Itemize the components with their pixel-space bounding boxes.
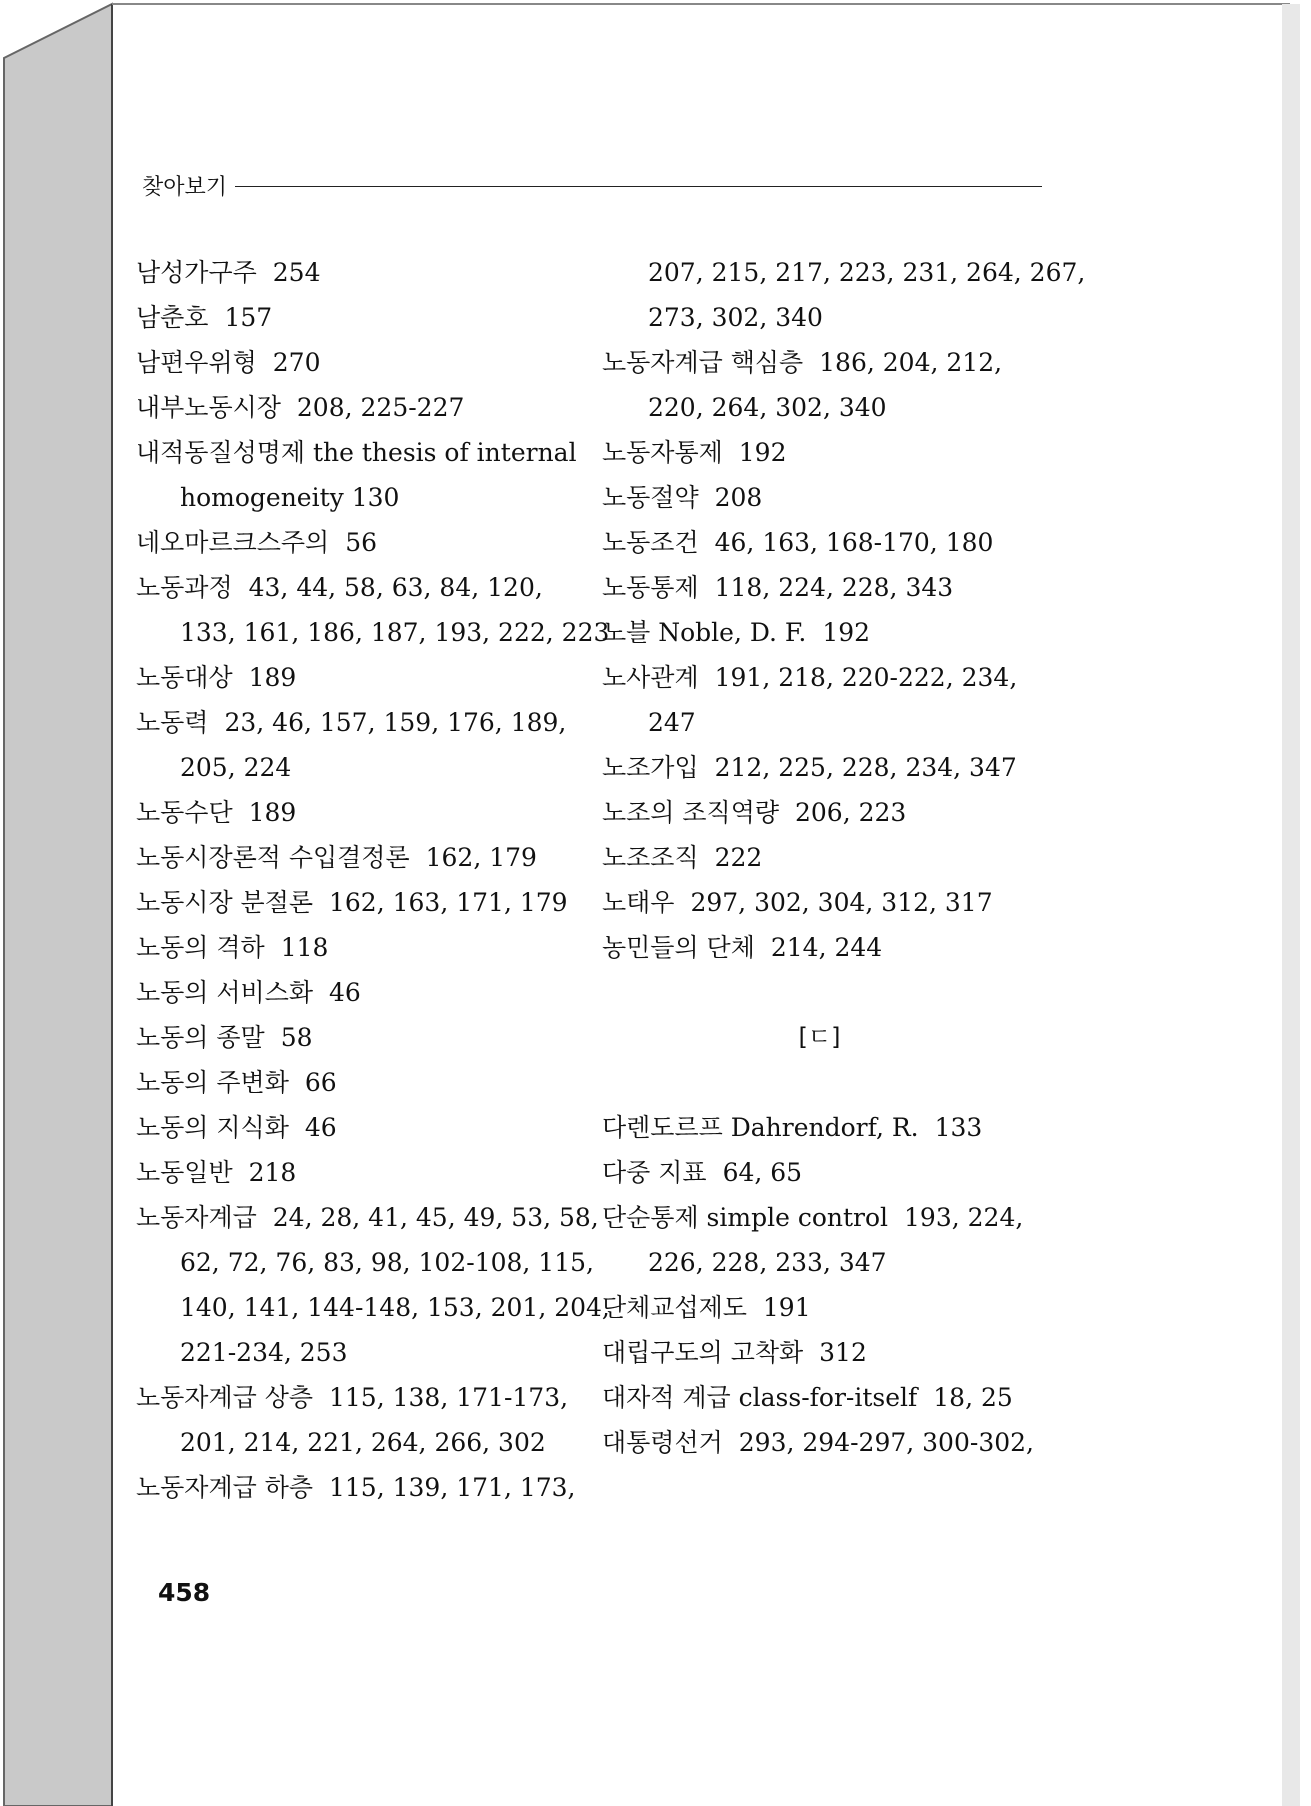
page-number: 458: [158, 1578, 211, 1607]
index-pages: 58: [280, 1023, 313, 1052]
index-entry: [136, 1105, 571, 1150]
index-term: 남춘호: [136, 303, 209, 332]
index-pages: 312: [819, 1338, 867, 1367]
index-entry: [602, 1285, 1037, 1330]
index-term: 노사관계: [602, 663, 699, 692]
index-term: 노동자계급 하층: [136, 1473, 313, 1502]
index-entry: [136, 1375, 571, 1465]
index-pages: 24, 28, 41, 45, 49, 53, 58,: [272, 1203, 599, 1232]
index-entry: [602, 1105, 1037, 1150]
index-pages: 18, 25: [933, 1383, 1013, 1412]
index-term: 노태우: [602, 888, 675, 917]
index-entry: [136, 1465, 576, 1510]
index-entry: [602, 880, 1037, 925]
index-term: 노동력: [136, 708, 209, 737]
index-pages-continued: homogeneity 130: [180, 483, 400, 512]
index-pages: 189: [248, 798, 297, 827]
index-pages-continued: 226, 228, 233, 347: [648, 1248, 887, 1277]
index-term: 단체교섭제도: [602, 1293, 747, 1322]
index-entry: [602, 610, 1037, 655]
header-title: 찾아보기: [142, 174, 228, 200]
index-entry: [136, 520, 571, 565]
index-term: 노블 Noble, D. F.: [602, 618, 807, 647]
index-pages: 118, 224, 228, 343: [714, 573, 954, 602]
index-pages: 56: [345, 528, 378, 557]
index-entry: [136, 565, 610, 655]
index-right-column: [602, 250, 1086, 1465]
index-pages: 192: [822, 618, 871, 647]
index-pages: 208, 225-227: [296, 393, 465, 422]
index-entry: [602, 565, 1037, 610]
index-term: 대립구도의 고착화: [602, 1338, 804, 1367]
index-pages: 66: [304, 1068, 337, 1097]
page-right-shadow: [1282, 4, 1300, 1806]
index-term: 내부노동시장: [136, 393, 281, 422]
index-entry: [136, 1015, 571, 1060]
index-term: 노동의 격하: [136, 933, 265, 962]
index-pages-continued: 140, 141, 144-148, 153, 201, 204,: [180, 1293, 610, 1322]
index-pages: 189: [248, 663, 297, 692]
index-entry: [136, 970, 571, 1015]
index-pages: 115, 139, 171, 173,: [329, 1473, 576, 1502]
index-entry: [136, 1195, 610, 1375]
index-pages: 191, 218, 220-222, 234,: [714, 663, 1018, 692]
index-pages: 212, 225, 228, 234, 347: [714, 753, 1017, 782]
index-pages: 297, 302, 304, 312, 317: [690, 888, 993, 917]
index-term: 노동의 종말: [136, 1023, 265, 1052]
index-pages: 43, 44, 58, 63, 84, 120,: [248, 573, 543, 602]
index-term: 내적동질성명제 the thesis of internal: [136, 438, 577, 467]
index-left-column: [136, 250, 610, 1510]
index-pages: 191: [762, 1293, 811, 1322]
index-entry: [136, 925, 571, 970]
index-pages: 157: [224, 303, 273, 332]
index-entry: [136, 340, 571, 385]
index-pages-continued: 62, 72, 76, 83, 98, 102-108, 115,: [180, 1248, 594, 1277]
index-entry: [136, 1060, 571, 1105]
index-term: 네오마르크스주의: [136, 528, 330, 557]
index-term: 노동시장 분절론: [136, 888, 313, 917]
index-entry: [602, 340, 1037, 430]
index-pages: 293, 294-297, 300-302,: [738, 1428, 1034, 1457]
index-pages: 133: [934, 1113, 983, 1142]
index-entry: [136, 1150, 571, 1195]
index-entry: [602, 1330, 1037, 1375]
index-term: 대통령선거: [602, 1428, 723, 1457]
index-pages: 206, 223: [795, 798, 907, 827]
index-term: 노동의 지식화: [136, 1113, 289, 1142]
index-entry: [602, 1375, 1037, 1420]
index-term: 노조조직: [602, 843, 699, 872]
index-entry: [136, 430, 577, 520]
index-term: 노동자계급: [136, 1203, 257, 1232]
index-term: 노조의 조직역량: [602, 798, 779, 827]
index-pages: 270: [272, 348, 321, 377]
section-heading: [ㄷ]: [798, 1023, 841, 1051]
index-term: 노동자계급 핵심층: [602, 348, 804, 377]
index-pages-continued: 220, 264, 302, 340: [648, 393, 887, 422]
index-entry: [602, 1195, 1037, 1285]
index-pages: 214, 244: [770, 933, 883, 962]
index-pages: 46: [329, 978, 361, 1007]
index-pages: 192: [738, 438, 787, 467]
index-pages: 222: [714, 843, 763, 872]
index-pages: 218: [248, 1158, 297, 1187]
index-term: 노동대상: [136, 663, 233, 692]
index-pages: 162, 179: [425, 843, 537, 872]
index-entry: [136, 880, 571, 925]
index-entry: [136, 700, 571, 790]
index-pages-continued: 207, 215, 217, 223, 231, 264, 267,: [648, 258, 1086, 287]
index-entry: [602, 1150, 1037, 1195]
index-term: 농민들의 단체: [602, 933, 755, 962]
index-entry: [602, 925, 1037, 970]
index-pages: 23, 46, 157, 159, 176, 189,: [224, 708, 567, 737]
index-pages: 46, 163, 168-170, 180: [714, 528, 994, 557]
index-entry: [602, 520, 1037, 565]
index-term: 노동시장론적 수입결정론: [136, 843, 410, 872]
index-pages: 64, 65: [722, 1158, 803, 1187]
index-term: 노동일반: [136, 1158, 233, 1187]
index-entry: [602, 1420, 1037, 1465]
index-entry: [602, 430, 1037, 475]
index-entry: [602, 790, 1037, 835]
index-pages: 46: [304, 1113, 337, 1142]
index-entry: [136, 385, 571, 430]
index-entry: [136, 250, 571, 295]
index-term: 노동의 주변화: [136, 1068, 289, 1097]
index-pages-continued: 205, 224: [180, 753, 292, 782]
index-term: 대자적 계급 class-for-itself: [602, 1383, 918, 1412]
index-pages: 208: [714, 483, 763, 512]
index-entry: [602, 655, 1037, 745]
index-pages-continued: 133, 161, 186, 187, 193, 222, 223: [180, 618, 610, 647]
index-term: 노동과정: [136, 573, 233, 602]
index-term: 노동조건: [602, 528, 699, 557]
index-entry: [602, 745, 1037, 790]
index-entry: [136, 655, 571, 700]
index-term: 다중 지표: [602, 1158, 707, 1187]
index-term: 노동자통제: [602, 438, 723, 467]
index-pages: 162, 163, 171, 179: [329, 888, 568, 917]
index-term: 노동통제: [602, 573, 699, 602]
index-entry: [136, 295, 571, 340]
running-header: [142, 170, 1042, 200]
index-entry: [136, 790, 571, 835]
index-pages: 193, 224,: [904, 1203, 1024, 1232]
index-term: 노동수단: [136, 798, 233, 827]
book-spine: [4, 4, 112, 1806]
index-pages-continued: 221-234, 253: [180, 1338, 348, 1367]
index-term: 남성가구주: [136, 258, 257, 287]
index-term: 노동자계급 상층: [136, 1383, 313, 1412]
index-pages: 254: [272, 258, 321, 287]
index-term: 노조가입: [602, 753, 699, 782]
index-entry: [136, 835, 571, 880]
header-rule: [235, 186, 1042, 187]
index-pages: 118: [280, 933, 329, 962]
index-pages: 115, 138, 171-173,: [329, 1383, 569, 1412]
index-term: 남편우위형: [136, 348, 257, 377]
index-pages-continued: 247: [648, 708, 696, 737]
index-pages: 186, 204, 212,: [819, 348, 1003, 377]
index-entry: [602, 835, 1037, 880]
index-term: 노동의 서비스화: [136, 978, 313, 1007]
index-term: 단순통제 simple control: [602, 1203, 889, 1232]
index-entry: [602, 475, 1037, 520]
index-pages-continued: 201, 214, 221, 264, 266, 302: [180, 1428, 546, 1457]
index-pages-continued: 273, 302, 340: [648, 303, 823, 332]
index-term: 노동절약: [602, 483, 699, 512]
index-term: 다렌도르프 Dahrendorf, R.: [602, 1113, 919, 1142]
